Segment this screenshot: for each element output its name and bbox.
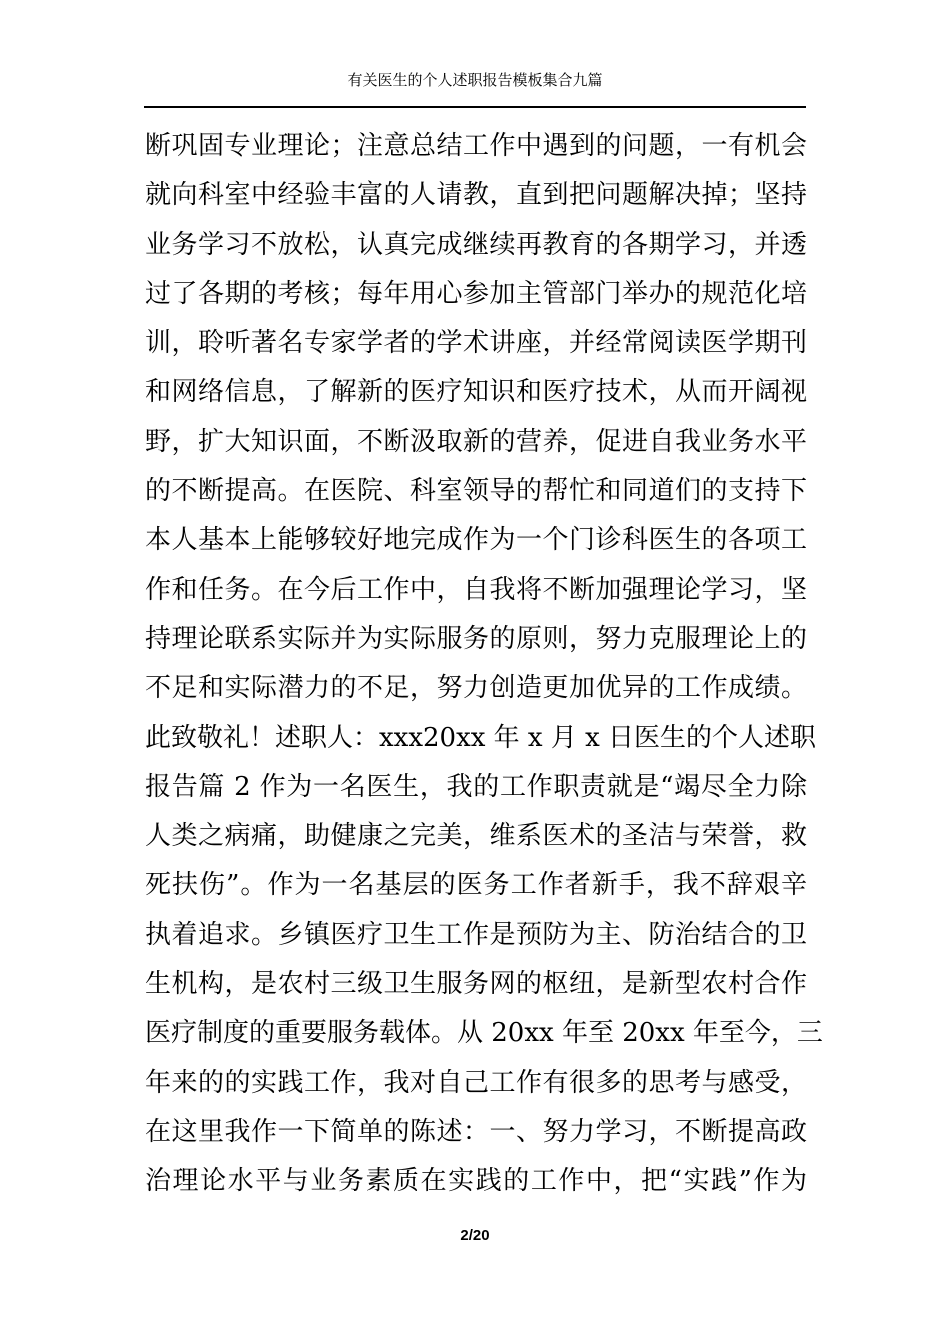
text-line: 野，扩大知识面，不断汲取新的营养，促进自我业务水平 <box>145 426 807 457</box>
text-line: 医疗制度的重要服务载体。从 20xx 年至 20xx 年至今，三 <box>145 1018 823 1049</box>
text-line: 在这里我作一下简单的陈述：一、努力学习，不断提高政 <box>145 1116 807 1147</box>
text-line: 年来的的实践工作，我对自己工作有很多的思考与感受， <box>145 1067 807 1098</box>
text-line: 报告篇 2 作为一名医生，我的工作职责就是“竭尽全力除 <box>145 771 807 802</box>
text-line: 生机构，是农村三级卫生服务网的枢纽，是新型农村合作 <box>145 969 807 1000</box>
text-line: 断巩固专业理论；注意总结工作中遇到的问题，一有机会 <box>145 131 807 161</box>
running-header-title: 有关医生的个人述职报告模板集合九篇 <box>347 71 603 89</box>
text-line: 人类之病痛，助健康之完美，维系医术的圣洁与荣誉，救 <box>145 821 807 852</box>
text-line: 死扶伤”。作为一名基层的医务工作者新手，我不辞艰辛 <box>145 870 807 901</box>
text-line: 业务学习不放松，认真完成继续再教育的各期学习，并透 <box>145 229 807 260</box>
text-line: 不足和实际潜力的不足，努力创造更加优异的工作成绩。 <box>145 673 807 704</box>
text-line: 就向科室中经验丰富的人请教，直到把问题解决掉；坚持 <box>145 180 807 211</box>
text-line: 作和任务。在今后工作中，自我将不断加强理论学习，坚 <box>145 574 807 605</box>
text-line: 过了各期的考核；每年用心参加主管部门举办的规范化培 <box>145 278 807 309</box>
text-line: 训，聆听著名专家学者的学术讲座，并经常阅读医学期刊 <box>145 328 807 359</box>
text-line: 和网络信息，了解新的医疗知识和医疗技术，从而开阔视 <box>145 377 807 408</box>
text-line: 此致敬礼！述职人：xxx20xx 年 x 月 x 日医生的个人述职 <box>145 722 817 753</box>
page-number: 2/20 <box>460 1227 490 1244</box>
text-line: 执着追求。乡镇医疗卫生工作是预防为主、防治结合的卫 <box>145 919 807 950</box>
text-line: 持理论联系实际并为实际服务的原则，努力克服理论上的 <box>145 623 807 654</box>
header-divider <box>144 106 806 108</box>
text-line: 的不断提高。在医院、科室领导的帮忙和同道们的支持下 <box>145 476 807 507</box>
text-line: 治理论水平与业务素质在实践的工作中，把“实践”作为 <box>145 1166 807 1197</box>
body-text <box>145 122 823 1207</box>
text-line: 本人基本上能够较好地完成作为一个门诊科医生的各项工 <box>145 525 807 556</box>
